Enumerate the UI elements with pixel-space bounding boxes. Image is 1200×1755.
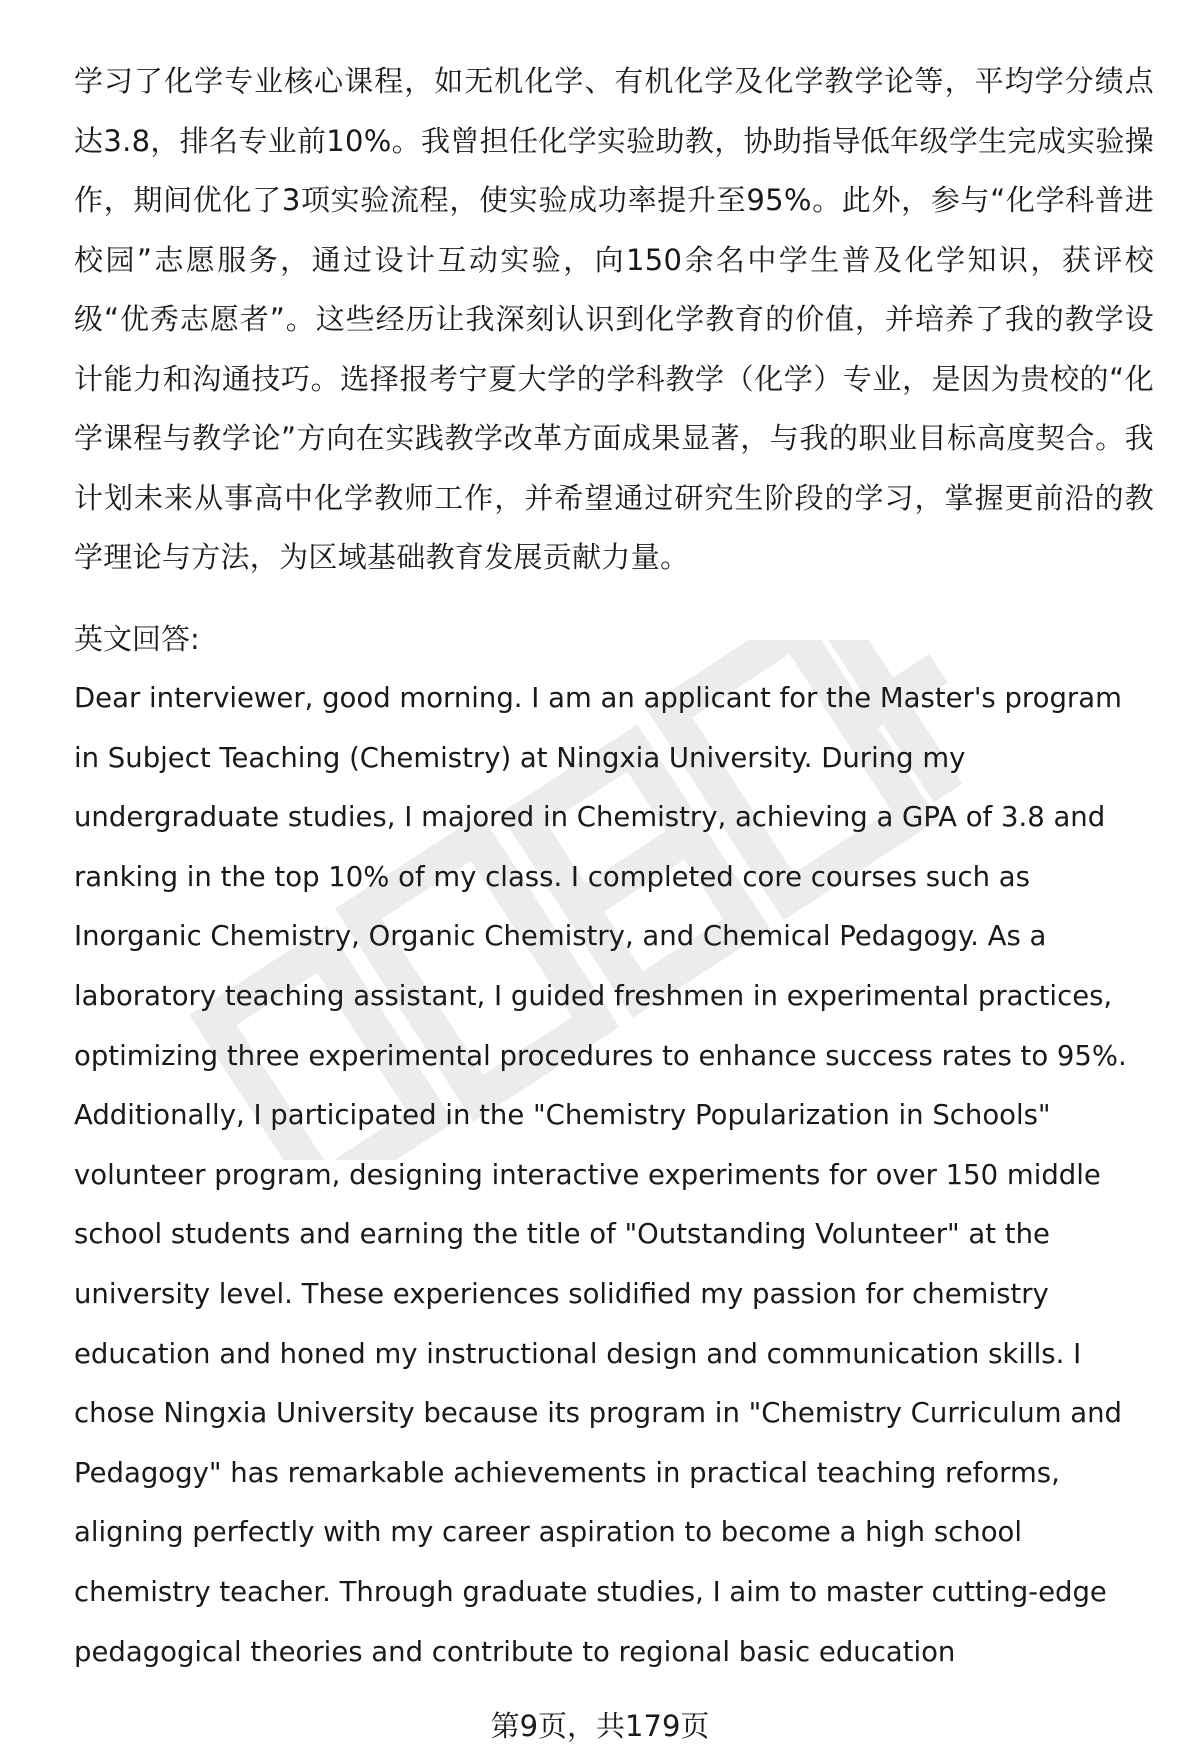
chinese-answer-paragraph: 学习了化学专业核心课程，如无机化学、有机化学及化学教学论等，平均学分绩点达3.8，排名专业前10%。我曾担任化学实验助教，协助指导低年级学生完成实验操作，期间优化了3项实验流程，使实验成功率提升至95%。此外，参与“化学科普进校园”志愿服务，通过设计互动实验，向150余名中学生普及化学知识，获评校级“优秀志愿者”。这些经历让我深刻认识到化学教育的价值，并培养了我的教学设计能力和沟通技巧。选择报考宁夏大学的学科教学（化学）专业，是因为贵校的“化学课程与教学论”方向在实践教学改革方面成果显著，与我的职业目标高度契合。我计划未来从事高中化学教师工作，并希望通过研究生阶段的学习，掌握更前沿的教学理论与方法，为区域基础教育发展贡献力量。 [74, 64, 1154, 574]
english-answer-paragraph: Dear interviewer, good morning. I am an applicant for the Master's program in Subject Teaching (Chemistry) at Ningxia University. During my undergraduate studies, I majored in Chemistry, achieving a GPA of 3.8 and ranking in the top 10% of my class. I completed core courses such as Inorganic Chemistry, Organic Chemistry, and Chemical Pedagogy. As a laboratory teaching assistant, I guided freshmen in experimental practices, optimizing three experimental procedures to enhance success rates to 95%. Additionally, I participated in the "Chemistry Popularization in Schools" volunteer program, designing interactive experiments for over 150 middle school students and earning the title of "Outstanding Volunteer" at the university level. These experiences solidified my passion for chemistry education and honed my instructional design and communication skills. I chose Ningxia University because its program in "Chemistry Curriculum and Pedagogy" has remarkable achievements in practical teaching reforms, aligning perfectly with my career aspiration to become a high school chemistry teacher. Through graduate studies, I aim to master cutting-edge pedagogical theories and contribute to regional basic education [74, 682, 1127, 1668]
document-body [74, 52, 1154, 1682]
english-answer-label: 英文回答: [74, 621, 200, 656]
page-number-footer: 第9页，共179页 [490, 1709, 710, 1743]
